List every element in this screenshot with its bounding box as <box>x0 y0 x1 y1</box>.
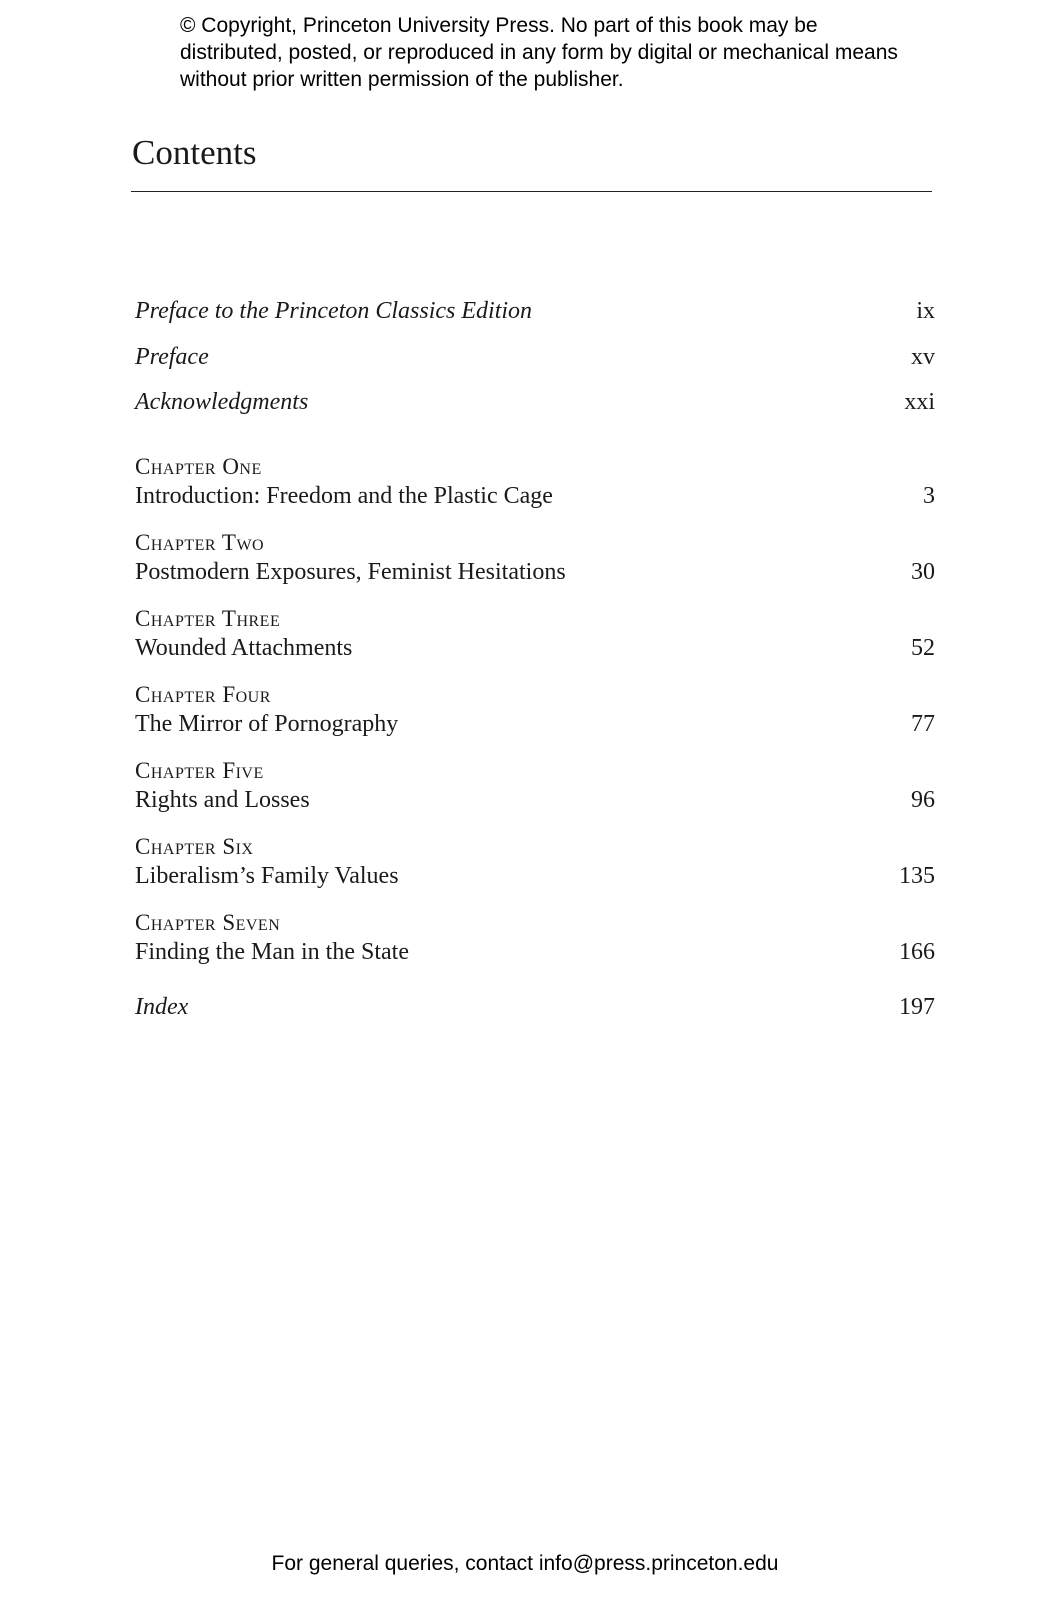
chapter-page: 52 <box>911 635 935 661</box>
toc-chapter-5[interactable] <box>135 757 935 816</box>
chapter-title: Introduction: Freedom and the Plastic Cage <box>135 483 553 509</box>
chapter-page: 166 <box>899 939 935 965</box>
chapter-title: Postmodern Exposures, Feminist Hesitations <box>135 559 566 585</box>
chapter-label: Chapter Four <box>135 682 271 707</box>
chapter-title: The Mirror of Pornography <box>135 711 399 737</box>
footer-contact: For general queries, contact info@press.princeton.edu <box>271 1552 779 1575</box>
toc-entry-title: Preface <box>135 344 209 370</box>
chapter-title: Liberalism’s Family Values <box>135 863 399 889</box>
chapter-label: Chapter Two <box>135 530 265 555</box>
chapter-page: 30 <box>911 559 935 585</box>
toc-entry-preface-classics[interactable] <box>135 298 935 325</box>
copyright-notice: © Copyright, Princeton University Press. No part of this book may be distributed, posted, or reproduced in any form by digital or mechanical means without prior written permission of the publisher. <box>180 14 898 91</box>
chapter-label: Chapter Three <box>135 606 281 631</box>
chapter-page: 3 <box>923 483 935 509</box>
toc-entry-page: xxi <box>904 389 935 415</box>
chapter-label: Chapter Seven <box>135 910 281 935</box>
chapter-title: Finding the Man in the State <box>135 939 409 965</box>
toc-chapter-7[interactable] <box>135 909 935 968</box>
chapter-title: Wounded Attachments <box>135 635 353 661</box>
toc-entry-page: 197 <box>899 994 935 1020</box>
toc-entry-title: Index <box>135 994 189 1020</box>
chapter-page: 77 <box>911 711 935 737</box>
chapter-page: 135 <box>899 863 935 889</box>
toc-entry-title: Preface to the Princeton Classics Edition <box>135 298 533 324</box>
chapter-label: Chapter Six <box>135 834 254 859</box>
toc-chapter-2[interactable] <box>135 529 935 588</box>
toc-entry-acknowledgments[interactable] <box>135 389 935 416</box>
toc-entry-preface[interactable] <box>135 344 935 371</box>
chapter-title: Rights and Losses <box>135 787 310 813</box>
chapter-label: Chapter Five <box>135 758 264 783</box>
toc-entry-title: Acknowledgments <box>135 389 309 415</box>
toc-chapter-1[interactable] <box>135 453 935 512</box>
chapter-page: 96 <box>911 787 935 813</box>
toc-entry-index[interactable] <box>135 994 935 1021</box>
page-title: Contents <box>132 133 257 172</box>
chapter-label: Chapter One <box>135 454 262 479</box>
toc-chapter-4[interactable] <box>135 681 935 740</box>
toc-entry-page: xv <box>911 344 935 370</box>
toc-entry-page: ix <box>916 298 935 324</box>
title-divider <box>131 191 932 192</box>
toc-chapter-3[interactable] <box>135 605 935 664</box>
toc-chapter-6[interactable] <box>135 833 935 892</box>
